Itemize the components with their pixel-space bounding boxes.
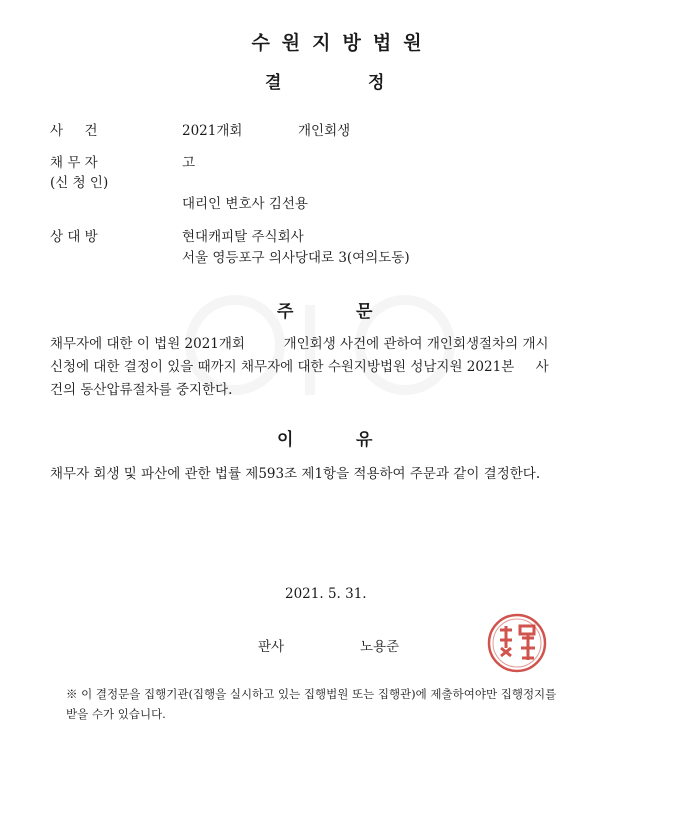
order-title-left: 주: [277, 302, 294, 322]
order-line: 신청에 대한 결정이 있을 때까지 채무자에 대한 수원지방법원 성남지원 2021본 사: [50, 359, 549, 375]
opponent-address: 서울 영등포구 의사당대로 3(여의도동): [182, 250, 410, 266]
reason-title-left: 이: [277, 430, 294, 450]
judge-name: 노용준: [360, 639, 400, 655]
judge-seal-icon: [486, 612, 548, 674]
court-name: 수원지방법원: [251, 32, 434, 54]
opponent-label: 상 대 방: [50, 229, 98, 245]
opponent-name: 현대캐피탈 주식회사: [182, 229, 304, 245]
case-number: 2021개회: [182, 123, 243, 139]
decision-date: 2021. 5. 31.: [285, 586, 367, 602]
debtor-label: 채 무 자: [50, 155, 98, 171]
document-title-left: 결: [265, 73, 282, 93]
order-line: 채무자에 대한 이 법원 2021개회 개인회생 사건에 관하여 개인회생절차의 개시: [50, 336, 549, 352]
order-line: 건의 동산압류절차를 중지한다.: [50, 382, 233, 398]
reason-title-right: 유: [356, 430, 373, 450]
attorney-name: 대리인 변호사 김선용: [182, 196, 308, 212]
document-title-right: 정: [368, 73, 385, 93]
order-text: [50, 333, 549, 402]
debtor-sub-label: (신 청 인): [50, 175, 109, 191]
debtor-name: 고: [182, 155, 196, 171]
judge-label: 판사: [258, 639, 285, 655]
note-line: 받을 수가 있습니다.: [66, 707, 166, 721]
reason-text: 채무자 회생 및 파산에 관한 법률 제593조 제1항을 적용하여 주문과 같이 결정한다.: [50, 466, 541, 482]
case-type: 개인회생: [298, 123, 351, 139]
execution-note: [66, 684, 556, 724]
note-line: ※ 이 결정문을 집행기관(집행을 실시하고 있는 집행법원 또는 집행관)에 제출하여야만 집행정지를: [66, 687, 557, 701]
order-title-right: 문: [356, 302, 373, 322]
case-label: 사 건: [50, 123, 98, 139]
